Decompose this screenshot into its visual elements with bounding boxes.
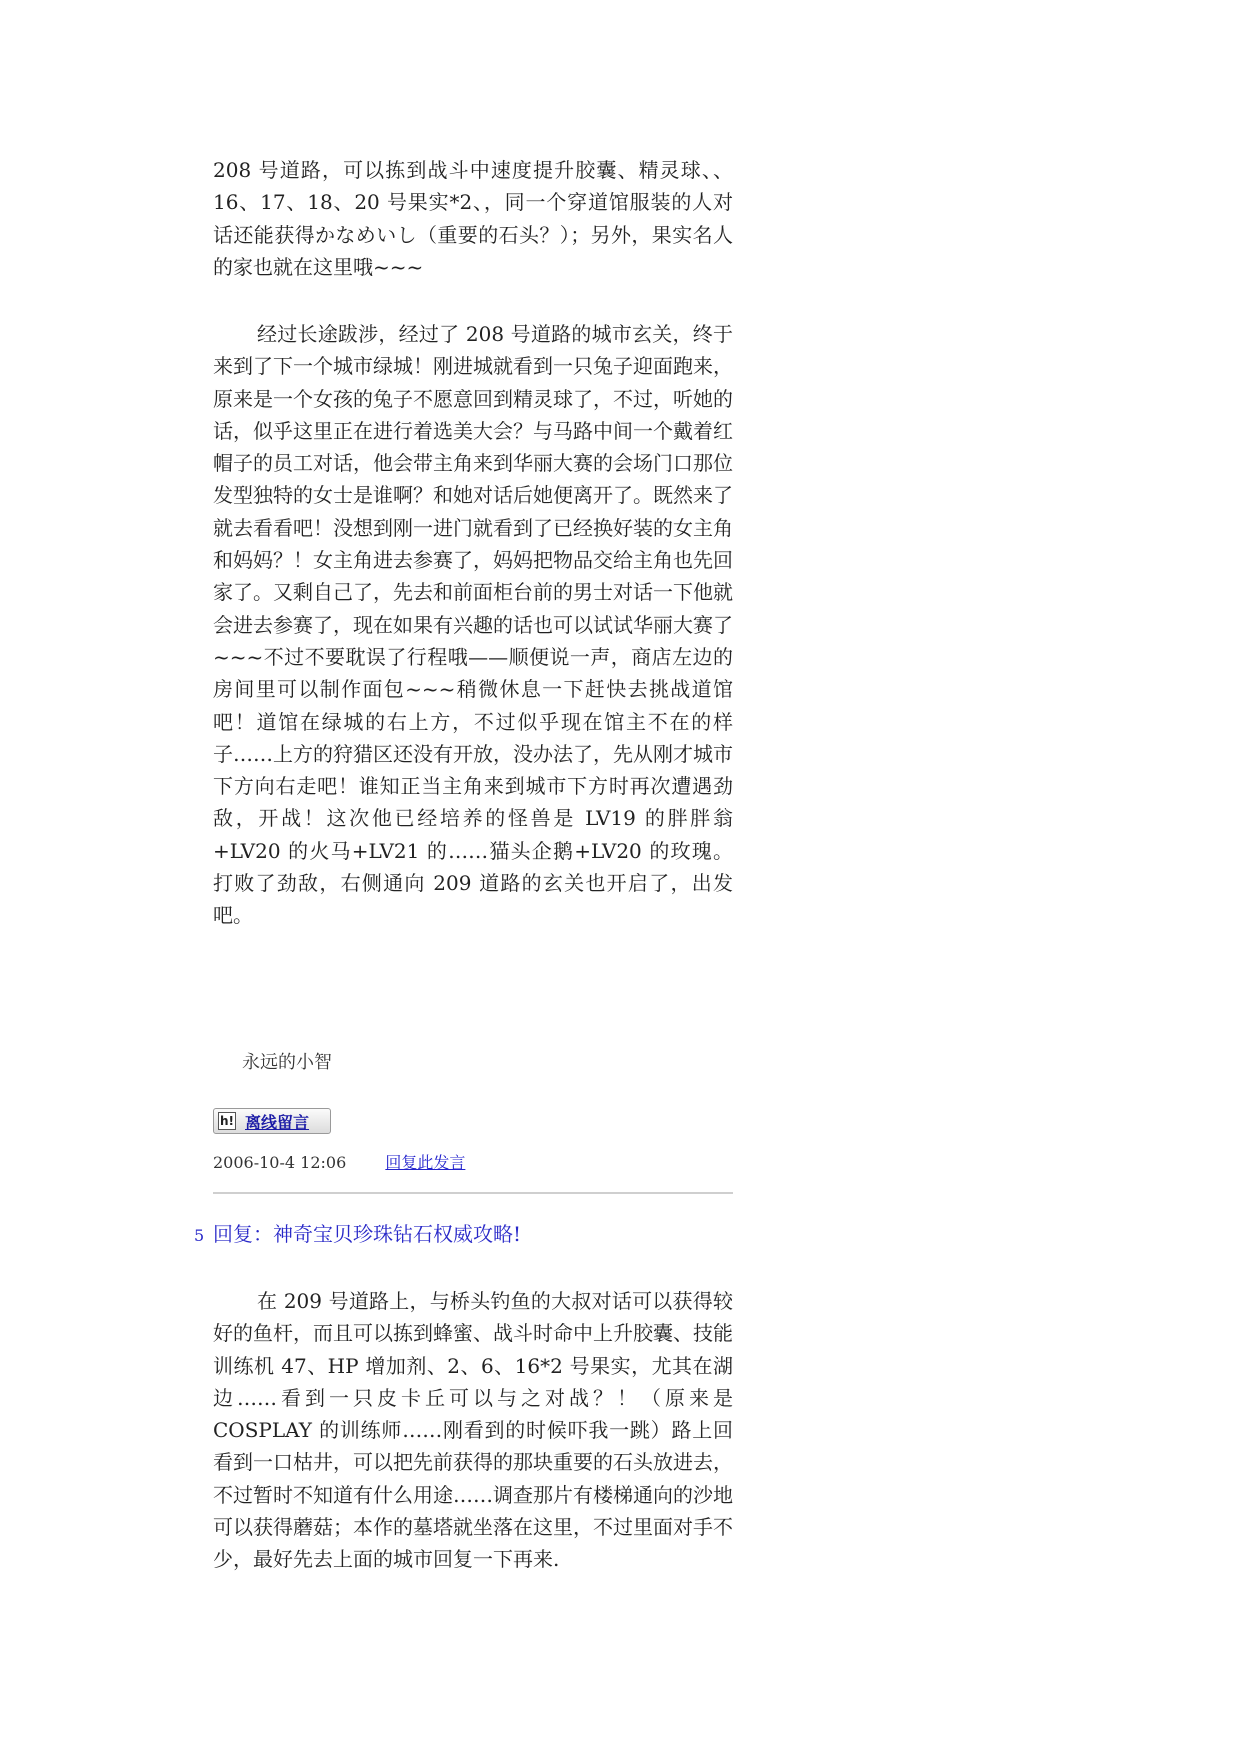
- post-number: 5: [194, 1226, 205, 1245]
- next-post-header: [194, 1218, 521, 1247]
- post-date: 2006-10-4 12:06: [213, 1153, 347, 1172]
- author-signature: 永远的小智: [242, 1052, 332, 1073]
- post-paragraph-2: 经过长途跋涉，经过了 208 号道路的城市玄关，终于来到了下一个城市绿城！刚进城就看到一只兔子迎面跑来，原来是一个女孩的兔子不愿意回到精灵球了，不过，听她的话，似乎这里正在进行着选美大会？与马路中间一个戴着红帽子的员工对话，他会带主角来到华丽大赛的会场门口那位发型独特的女士是谁啊？和她对话后她便离开了。既然来了就去看看吧！没想到刚一进门就看到了已经换好装的女主角和妈妈？！女主角进去参赛了，妈妈把物品交给主角也先回家了。又剩自己了，先去和前面柜台前的男士对话一下他就会进去参赛了，现在如果有兴趣的话也可以试试华丽大赛了~~~不过不要耽误了行程哦——顺便说一声，商店左边的房间里可以制作面包~~~稍微休息一下赶快去挑战道馆吧！道馆在绿城的右上方，不过似乎现在馆主不在的样子……上方的狩猎区还没有开放，没办法了，先从刚才城市下方向右走吧！谁知正当主角来到城市下方时再次遭遇劲敌，开战！这次他已经培养的怪兽是 LV19 的胖胖翁+LV20 的火马+LV21 的……猫头企鹅+LV20 的玫瑰。打败了劲敌，右侧通向 209 道路的玄关也开启了，出发吧。: [213, 322, 733, 928]
- post-divider: [213, 1192, 733, 1194]
- next-post-paragraph: 在 209 号道路上，与桥头钓鱼的大叔对话可以获得较好的鱼杆，而且可以拣到蜂蜜、战斗时命中上升胶囊、技能训练机 47、HP 增加剂、2、6、16*2 号果实，尤其在湖边……看到一只皮卡丘可以与之对战？！（原来是 COSPLAY 的训练师……刚看到的时候吓我一跳）路上回看到一口枯井，可以把先前获得的那块重要的石头放进去，不过暂时不知道有什么用途……调查那片有楼梯通向的沙地可以获得蘑菇；本作的墓塔就坐落在这里，不过里面对手不少，最好先去上面的城市回复一下再来.: [213, 1289, 733, 1572]
- post-meta: [213, 1150, 465, 1173]
- offline-message-button[interactable]: [213, 1108, 331, 1134]
- post-title-link[interactable]: 回复：神奇宝贝珍珠钻石权威攻略!: [213, 1222, 522, 1246]
- message-icon: h!: [219, 1114, 234, 1128]
- post-paragraph-1: 208 号道路，可以拣到战斗中速度提升胶囊、精灵球、、16、17、18、20 号果实*2、，同一个穿道馆服装的人对话还能获得かなめいし（重要的石头？）；另外，果实名人的家也就在这里哦~~~: [213, 158, 733, 279]
- reply-link[interactable]: 回复此发言: [385, 1153, 466, 1172]
- offline-message-label: 离线留言: [245, 1112, 310, 1132]
